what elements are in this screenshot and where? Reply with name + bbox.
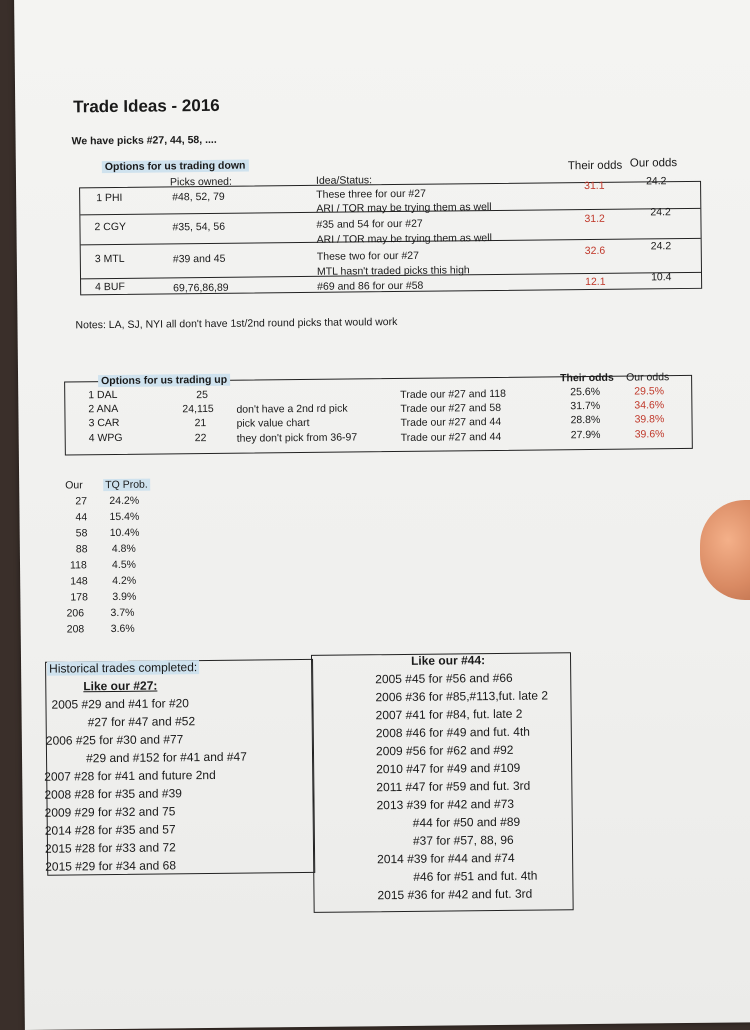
tu-pick-3: 21 xyxy=(194,417,207,430)
trading-up-heading: Options for us trading up xyxy=(98,374,230,387)
tu-team-2: 2 ANA xyxy=(88,402,119,416)
hist-left-line: #29 and #152 for #41 and #47 xyxy=(85,749,247,766)
tq-prob: 3.9% xyxy=(112,590,137,604)
tq-prob: 4.2% xyxy=(112,574,137,588)
tu-col-their: Their odds xyxy=(560,371,614,385)
td-our-3: 24.2 xyxy=(650,240,672,253)
tu-pick-2: 24,115 xyxy=(182,402,214,416)
td-their-2: 31.2 xyxy=(584,212,605,226)
td-their-3: 32.6 xyxy=(584,244,606,258)
td-idea-1a: These three for our #27 xyxy=(316,187,426,201)
hist-right-line: 2009 #56 for #62 and #92 xyxy=(375,742,514,759)
hist-right-line: 2006 #36 for #85,#113,fut. late 2 xyxy=(375,688,549,705)
col-their-odds: Their odds xyxy=(567,159,623,173)
tu-their-1: 25.6% xyxy=(570,385,601,399)
td-team-1: 1 PHI xyxy=(96,191,123,205)
hist-left-line: 2006 #25 for #30 and #77 xyxy=(45,732,184,748)
hist-left-line: 2008 #28 for #35 and #39 xyxy=(44,786,182,802)
td-team-3: 3 MTL xyxy=(94,252,125,266)
td-their-4: 12.1 xyxy=(585,275,606,289)
tu-trade-1: Trade our #27 and 118 xyxy=(400,387,506,401)
hist-left-line: 2007 #28 for #41 and future 2nd xyxy=(44,767,216,784)
subtitle: We have picks #27, 44, 58, .... xyxy=(71,133,217,148)
tu-note-2: don't have a 2nd rd pick xyxy=(236,402,348,416)
td-team-2: 2 CGY xyxy=(94,220,127,234)
hist-right-line: 2015 #36 for #42 and fut. 3rd xyxy=(377,886,533,903)
paper-sheet xyxy=(14,0,750,1030)
hist-right-line: 2010 #47 for #49 and #109 xyxy=(376,760,521,777)
hist-left-line: 2014 #28 for #35 and 57 xyxy=(44,822,176,838)
tq-prob: 4.5% xyxy=(111,558,137,572)
hist-right-line: #37 for #57, 88, 96 xyxy=(412,832,514,848)
tu-their-2: 31.7% xyxy=(570,399,601,413)
td-idea-2b: ARI / TOR may be trying them as well xyxy=(316,232,492,246)
col-idea-status: Idea/Status: xyxy=(315,174,373,187)
td-idea-1b: ARI / TOR may be trying them as well xyxy=(316,201,492,215)
tq-pick: 206 xyxy=(66,607,85,620)
hist-left-line: 2005 #29 and #41 for #20 xyxy=(51,696,190,712)
tq-prob: 10.4% xyxy=(109,526,140,540)
tq-prob: 3.6% xyxy=(110,622,135,636)
tq-prob: 4.8% xyxy=(111,542,136,556)
hist-left-line: #27 for #47 and #52 xyxy=(87,714,196,730)
tq-prob: 3.7% xyxy=(110,606,135,620)
tu-our-4: 39.6% xyxy=(634,428,665,441)
td-their-1: 31.1 xyxy=(584,179,605,193)
hist-right-line: 2008 #46 for #49 and fut. 4th xyxy=(375,724,530,741)
tq-pick: 88 xyxy=(75,543,88,556)
tu-our-1: 29.5% xyxy=(634,385,665,398)
tu-team-4: 4 WPG xyxy=(88,431,123,445)
tu-our-3: 39.8% xyxy=(634,413,665,426)
tq-pick: 148 xyxy=(70,575,88,588)
tu-pick-4: 22 xyxy=(194,432,207,445)
td-picks-3: #39 and 45 xyxy=(172,252,226,266)
tq-pick: 27 xyxy=(75,495,88,508)
tu-pick-1: 25 xyxy=(196,388,209,402)
tq-pick: 44 xyxy=(75,511,88,524)
tq-pick: 58 xyxy=(75,527,88,540)
col-picks-owned: Picks owned: xyxy=(169,175,232,189)
tu-their-4: 27.9% xyxy=(570,428,601,442)
hist-left-line: 2009 #29 for #32 and 75 xyxy=(44,804,176,820)
tq-pick: 118 xyxy=(69,559,87,572)
tu-team-1: 1 DAL xyxy=(88,388,118,402)
td-picks-1: #48, 52, 79 xyxy=(172,190,225,204)
td-picks-4: 69,76,86,89 xyxy=(173,281,229,295)
tu-note-3: pick value chart xyxy=(236,416,310,430)
td-picks-2: #35, 54, 56 xyxy=(172,220,226,234)
tu-note-4: they don't pick from 36-97 xyxy=(236,431,358,445)
hist-right-line: #46 for #51 and fut. 4th xyxy=(413,868,538,884)
tq-prob: 24.2% xyxy=(109,494,140,508)
col-our-odds: Our odds xyxy=(629,157,678,170)
tq-col-our: Our xyxy=(65,479,83,492)
tu-our-2: 34.6% xyxy=(634,399,665,412)
td-our-2: 24.2 xyxy=(650,206,671,219)
tu-their-3: 28.8% xyxy=(570,413,601,427)
tu-trade-3: Trade our #27 and 44 xyxy=(400,415,502,429)
hist-right-line: 2011 #47 for #59 and fut. 3rd xyxy=(376,778,531,795)
hist-left-line: 2015 #29 for #34 and 68 xyxy=(45,858,177,874)
hist-right-line: 2014 #39 for #44 and #74 xyxy=(377,850,515,867)
tq-pick: 178 xyxy=(70,591,88,604)
like-44-heading: Like our #44: xyxy=(410,653,486,668)
tq-prob: 15.4% xyxy=(109,510,140,524)
tu-trade-2: Trade our #27 and 58 xyxy=(400,401,502,415)
tq-pick: 208 xyxy=(66,623,85,636)
td-idea-3a: These two for our #27 xyxy=(316,249,420,263)
td-our-4: 10.4 xyxy=(650,271,672,284)
td-idea-4a: #69 and 86 for our #58 xyxy=(317,279,424,293)
historical-heading: Historical trades completed: xyxy=(49,660,198,676)
td-idea-2a: #35 and 54 for our #27 xyxy=(316,217,423,231)
page-title: Trade Ideas - 2016 xyxy=(73,95,220,117)
tu-team-3: 3 CAR xyxy=(88,416,120,430)
hist-right-line: #44 for #50 and #89 xyxy=(412,814,521,830)
td-team-4: 4 BUF xyxy=(95,280,125,294)
notes: Notes: LA, SJ, NYI all don't have 1st/2nd round picks that would work xyxy=(75,316,398,332)
trading-down-heading: Options for us trading down xyxy=(102,160,249,174)
tq-col-prob: TQ Prob. xyxy=(105,478,148,492)
hist-left-line: 2015 #28 for #33 and 72 xyxy=(44,840,176,856)
td-idea-3b: MTL hasn't traded picks this high xyxy=(316,264,470,278)
hist-right-line: 2005 #45 for #56 and #66 xyxy=(375,670,513,687)
td-our-1: 24.2 xyxy=(645,175,667,188)
hist-right-line: 2007 #41 for #84, fut. late 2 xyxy=(375,706,523,723)
like-27-heading: Like our #27: xyxy=(83,678,158,694)
hist-right-line: 2013 #39 for #42 and #73 xyxy=(376,796,515,813)
tu-trade-4: Trade our #27 and 44 xyxy=(400,430,502,444)
tu-col-our: Our odds xyxy=(626,371,670,384)
